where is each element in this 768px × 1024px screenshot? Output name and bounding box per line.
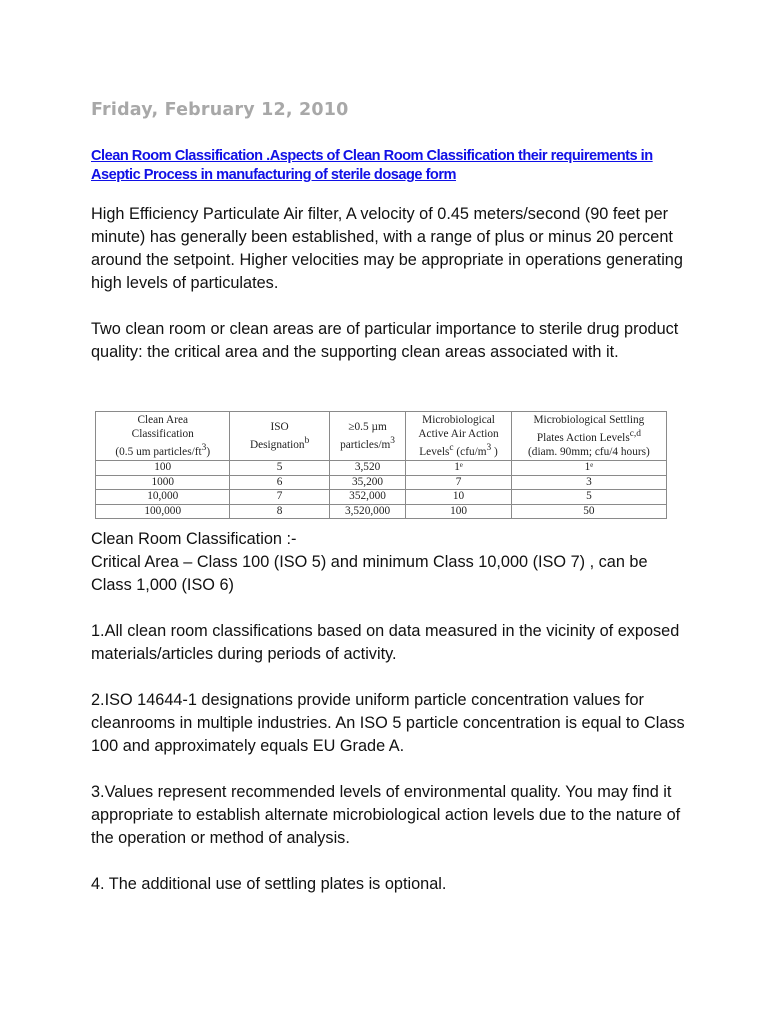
table-cell: 100,000 [96, 504, 230, 519]
header-settling-plates-action-levels: Microbiological Settling Plates Action Levels$^{c,d}$ (diam. 90mm; cfu/4 hours) [511, 412, 666, 461]
classification-block [91, 528, 691, 597]
table-cell: 8 [230, 504, 329, 519]
clean-area-classification-table [95, 411, 667, 519]
table-row [96, 475, 667, 490]
table-cell: 1ᵉ [406, 461, 512, 476]
paragraph-hepa-velocity: High Efficiency Particulate Air filter, A velocity of 0.45 meters/second (90 feet per minute) has generally been established, with a range of plus or minus 20 percent around the setpoint. Higher velocities may be appropriate in operations generating high levels of particulates. [91, 205, 683, 292]
note-1: 1.All clean room classifications based on data measured in the vicinity of exposed materials/articles during periods of activity. [91, 622, 680, 663]
header-active-air-action-levels: Microbiological Active Air Action Levels$^c$ ($cfu/m^3$ ) [406, 412, 512, 461]
header-clean-area-classification: Clean Area Classification (0.5 um particles/$ft^3$) [96, 412, 230, 461]
table-cell: 35,200 [329, 475, 406, 490]
header-particles-per-m3: ≥0.5 µm particles/$m^3$ [329, 412, 406, 461]
table-cell: 7 [230, 490, 329, 505]
table-cell: 5 [230, 461, 329, 476]
table-row [96, 461, 667, 476]
table-cell: 3,520,000 [329, 504, 406, 519]
note-2: 2.ISO 14644-1 designations provide uniform particle concentration values for cleanrooms in multiple industries. An ISO 5 particle concentration is equal to Class 100 and approximately equals EU Grade A. [91, 691, 685, 755]
post-title-link[interactable]: Clean Room Classification .Aspects of Clean Room Classification their requirements in Aseptic Process in manufacturing of sterile dosage form [91, 148, 653, 183]
table-cell: 1ᵉ [511, 461, 666, 476]
critical-area-text: Critical Area – Class 100 (ISO 5) and minimum Class 10,000 (ISO 7) , can be Class 1,000 (ISO 6) [91, 553, 648, 594]
table-cell: 100 [406, 504, 512, 519]
classification-heading: Clean Room Classification :- [91, 530, 297, 548]
table-cell: 7 [406, 475, 512, 490]
table-cell: 100 [96, 461, 230, 476]
table-row [96, 490, 667, 505]
table-cell: 1000 [96, 475, 230, 490]
header-iso-designation: ISO Designation$^b$ [230, 412, 329, 461]
note-3: 3.Values represent recommended levels of environmental quality. You may find it appropriate to establish alternate microbiological action levels due to the nature of the operation or method of analysis. [91, 783, 681, 847]
table-cell: 5 [511, 490, 666, 505]
table-cell: 50 [511, 504, 666, 519]
table-header-row [96, 412, 667, 461]
table-row [96, 504, 667, 519]
table-cell: 352,000 [329, 490, 406, 505]
table-cell: 10,000 [96, 490, 230, 505]
note-4: 4. The additional use of settling plates is optional. [91, 875, 447, 893]
table-cell: 3,520 [329, 461, 406, 476]
table-cell: 3 [511, 475, 666, 490]
paragraph-critical-areas: Two clean room or clean areas are of particular importance to sterile drug product quality: the critical area and the supporting clean areas associated with it. [91, 320, 679, 361]
table-body [96, 461, 667, 519]
post-date: Friday, February 12, 2010 [91, 100, 349, 120]
table-cell: 6 [230, 475, 329, 490]
table-cell: 10 [406, 490, 512, 505]
